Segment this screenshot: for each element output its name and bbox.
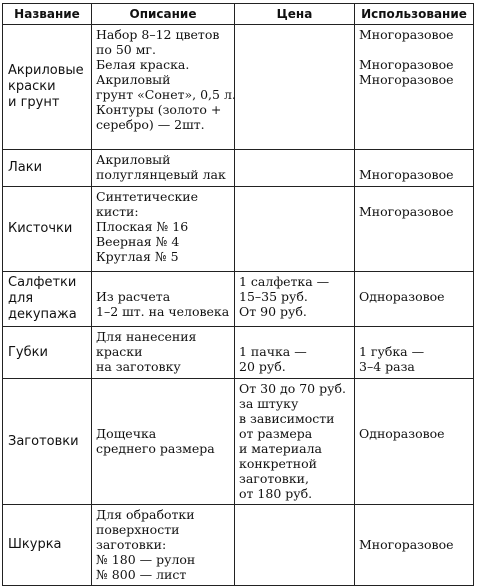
description-cell: [92, 187, 235, 272]
cell-line: [359, 522, 473, 537]
cell-line: грунт «Сонет», 0,5 л.: [96, 87, 236, 102]
cell-line: Из расчета: [96, 289, 171, 304]
cell-line: Дощечка: [96, 426, 157, 441]
cell-line: Салфетки: [8, 275, 77, 290]
name-cell: [3, 505, 92, 586]
cell-line: 1–2 шт. на человека: [96, 304, 230, 319]
cell-line: [359, 274, 473, 289]
cell-line: От 30 до 70 руб.: [239, 381, 346, 396]
description-cell: [92, 379, 235, 505]
cell-line: Акриловые: [8, 63, 84, 78]
name-cell: [3, 25, 92, 150]
cell-line: Многоразовое: [359, 72, 454, 87]
cell-line: [359, 396, 473, 411]
table-row: [3, 505, 474, 586]
cell-line: № 180 — рулон: [96, 552, 196, 567]
usage-cell: [355, 379, 474, 505]
cell-line: Многоразовое: [359, 27, 454, 42]
cell-line: серебро) — 2шт.: [96, 117, 205, 132]
cell-line: Многоразовое: [359, 167, 454, 182]
name-cell: [3, 272, 92, 327]
cell-line: 20 руб.: [239, 359, 286, 374]
cell-line: Акриловый: [96, 152, 171, 167]
cell-line: по 50 мг.: [96, 42, 156, 57]
usage-cell: [355, 25, 474, 150]
name-cell: [3, 150, 92, 187]
cell-line: Круглая № 5: [96, 249, 179, 264]
description-cell: [92, 150, 235, 187]
table-row: [3, 150, 474, 187]
description-cell: [92, 272, 235, 327]
cell-line: [359, 152, 473, 167]
cell-line: № 800 — лист: [96, 567, 187, 582]
header-name: Название: [3, 4, 92, 25]
name-cell: [3, 379, 92, 505]
cell-line: краски: [8, 79, 56, 94]
cell-line: [96, 381, 234, 396]
cell-line: Многоразовое: [359, 537, 454, 552]
materials-table: [2, 3, 474, 586]
cell-line: Многоразовое: [359, 57, 454, 72]
description-cell: [92, 327, 235, 379]
table-row: [3, 187, 474, 272]
cell-line: и грунт: [8, 95, 60, 110]
price-cell: [235, 150, 355, 187]
price-cell: [235, 379, 355, 505]
cell-line: Контуры (золото +: [96, 102, 222, 117]
cell-line: Акриловый: [96, 72, 171, 87]
cell-line: конкретной: [239, 456, 317, 471]
cell-line: [96, 396, 234, 411]
cell-line: от размера: [239, 426, 313, 441]
table-row: [3, 272, 474, 327]
description-cell: [92, 505, 235, 586]
cell-line: заготовки:: [96, 537, 167, 552]
cell-line: полуглянцевый лак: [96, 167, 226, 182]
table-row: [3, 327, 474, 379]
cell-line: Синтетические: [96, 189, 198, 204]
cell-line: от 180 руб.: [239, 486, 313, 501]
cell-line: 3–4 раза: [359, 359, 415, 374]
cell-line: Губки: [8, 344, 48, 360]
description-cell: [92, 25, 235, 150]
cell-line: за штуку: [239, 396, 299, 411]
table-row: [3, 379, 474, 505]
cell-line: заготовки,: [239, 471, 309, 486]
price-cell: [235, 187, 355, 272]
usage-cell: [355, 505, 474, 586]
cell-line: Одноразовое: [359, 426, 445, 441]
cell-line: декупажа: [8, 307, 77, 322]
cell-line: Лаки: [8, 160, 43, 175]
cell-line: поверхности: [96, 522, 180, 537]
header-row: [3, 4, 474, 25]
usage-cell: [355, 327, 474, 379]
cell-line: краски: [96, 344, 143, 359]
price-cell: [235, 505, 355, 586]
cell-line: [359, 411, 473, 426]
cell-line: Шкурка: [8, 537, 62, 552]
cell-line: [96, 274, 234, 289]
usage-cell: [355, 272, 474, 327]
header-price: Цена: [235, 4, 355, 25]
header-description: Описание: [92, 4, 235, 25]
cell-line: Одноразовое: [359, 289, 445, 304]
usage-cell: [355, 150, 474, 187]
cell-line: Белая краска.: [96, 57, 190, 72]
cell-line: 1 пачка —: [239, 344, 307, 359]
price-cell: [235, 272, 355, 327]
cell-line: Набор 8–12 цветов: [96, 27, 220, 42]
cell-line: на заготовку: [96, 359, 181, 374]
cell-line: [359, 507, 473, 522]
usage-cell: [355, 187, 474, 272]
cell-line: в зависимости: [239, 411, 335, 426]
cell-line: среднего размера: [96, 441, 215, 456]
cell-line: для: [8, 291, 34, 306]
table-row: [3, 25, 474, 150]
cell-line: [359, 42, 473, 57]
cell-line: [359, 329, 473, 344]
price-cell: [235, 25, 355, 150]
name-cell: [3, 187, 92, 272]
name-cell: [3, 327, 92, 379]
cell-line: Плоская № 16: [96, 219, 189, 234]
cell-line: кисти:: [96, 204, 139, 219]
cell-line: Кисточки: [8, 221, 73, 236]
cell-line: 1 губка —: [359, 344, 425, 359]
cell-line: Для обработки: [96, 507, 195, 522]
cell-line: Многоразовое: [359, 204, 454, 219]
cell-line: Для нанесения: [96, 329, 197, 344]
cell-line: Веерная № 4: [96, 234, 180, 249]
cell-line: [239, 329, 354, 344]
header-usage: Использование: [355, 4, 474, 25]
cell-line: [359, 381, 473, 396]
cell-line: [96, 411, 234, 426]
cell-line: 1 салфетка —: [239, 274, 330, 289]
price-cell: [235, 327, 355, 379]
cell-line: Заготовки: [8, 433, 79, 449]
cell-line: [359, 189, 473, 204]
cell-line: 15–35 руб.: [239, 289, 308, 304]
cell-line: и материала: [239, 441, 322, 456]
cell-line: От 90 руб.: [239, 304, 307, 319]
